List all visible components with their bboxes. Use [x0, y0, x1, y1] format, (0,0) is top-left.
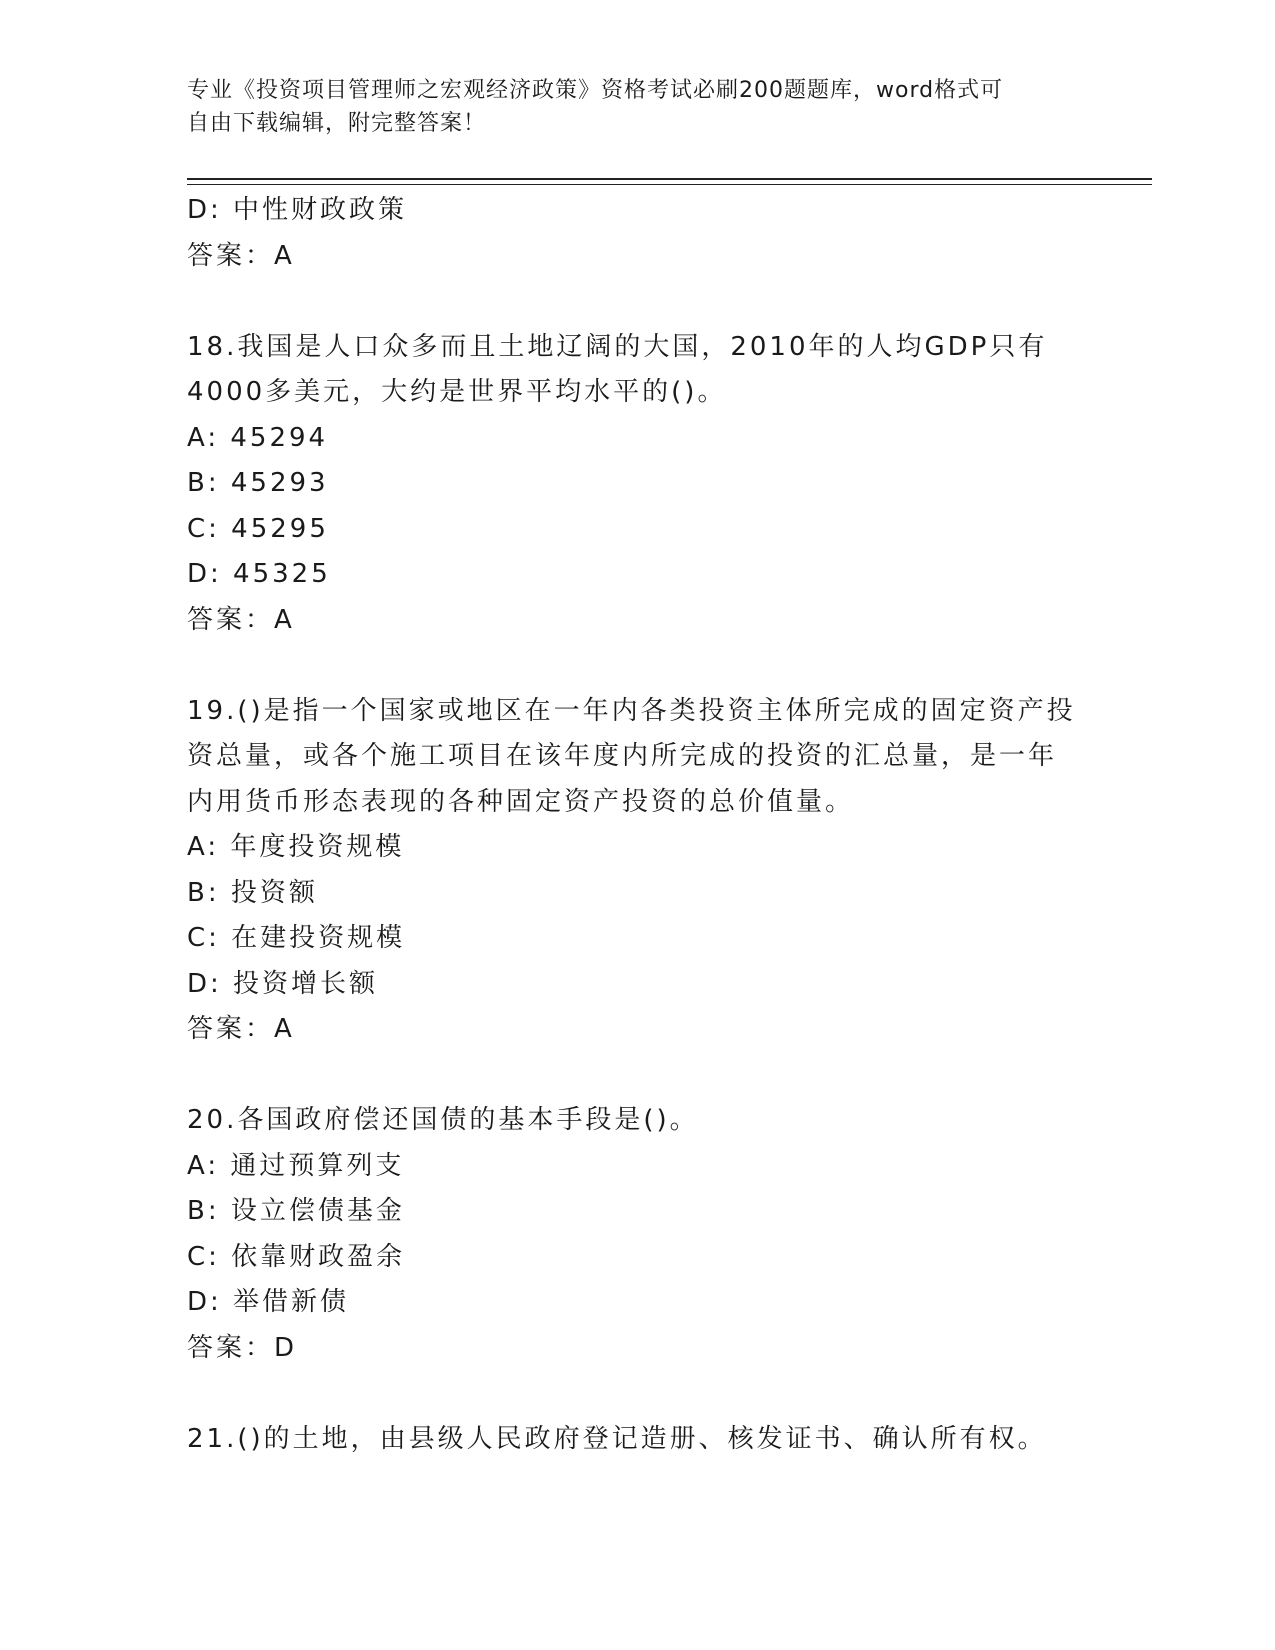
- question-text-line: 20.各国政府偿还国债的基本手段是()。: [187, 1105, 699, 1135]
- question-text-line: 19.()是指一个国家或地区在一年内各类投资主体所完成的固定资产投: [187, 695, 1076, 726]
- answer-line: 答案：A: [187, 1014, 295, 1044]
- question-19: [187, 689, 1087, 1053]
- option-d: D: 投资增长额: [187, 968, 379, 999]
- question-text-line: 4000多美元，大约是世界平均水平的()。: [187, 377, 727, 407]
- answer-line: 答案：A: [187, 604, 295, 635]
- answer-line: 答案：A: [187, 240, 295, 271]
- header-rule-thick: [187, 178, 1152, 180]
- option-a: A: 45294: [187, 422, 329, 453]
- option-b: B: 设立偿债基金: [187, 1196, 405, 1226]
- question-list: [187, 188, 1087, 1462]
- option-d: D: 中性财政政策: [187, 195, 408, 225]
- option-b: B: 投资额: [187, 877, 318, 908]
- option-a: A: 年度投资规模: [187, 832, 405, 862]
- header-rule-thin: [187, 184, 1152, 185]
- question-21: [187, 1417, 1087, 1463]
- option-c: C: 45295: [187, 513, 329, 544]
- option-d: D: 举借新债: [187, 1287, 350, 1317]
- question-text-line: 18.我国是人口众多而且土地辽阔的大国，2010年的人均GDP只有: [187, 331, 1048, 362]
- question-text-line: 内用货币形态表现的各种固定资产投资的总价值量。: [187, 786, 855, 817]
- header-line-1: 专业《投资项目管理师之宏观经济政策》资格考试必刷200题题库，word格式可: [187, 78, 1004, 103]
- option-d: D: 45325: [187, 559, 331, 589]
- header-line-2: 自由下载编辑，附完整答案！: [187, 111, 487, 136]
- option-b: B: 45293: [187, 468, 329, 498]
- option-c: C: 在建投资规模: [187, 923, 406, 953]
- option-a: A: 通过预算列支: [187, 1150, 405, 1181]
- question-text-line: 资总量，或各个施工项目在该年度内所完成的投资的汇总量，是一年: [187, 741, 1058, 771]
- option-c: C: 依靠财政盈余: [187, 1241, 406, 1272]
- question-text-line: 21.()的土地，由县级人民政府登记造册、核发证书、确认所有权。: [187, 1423, 1047, 1454]
- question-18: [187, 325, 1087, 644]
- page-header: [187, 74, 1087, 140]
- question-20: [187, 1098, 1087, 1371]
- answer-line: 答案：D: [187, 1332, 298, 1363]
